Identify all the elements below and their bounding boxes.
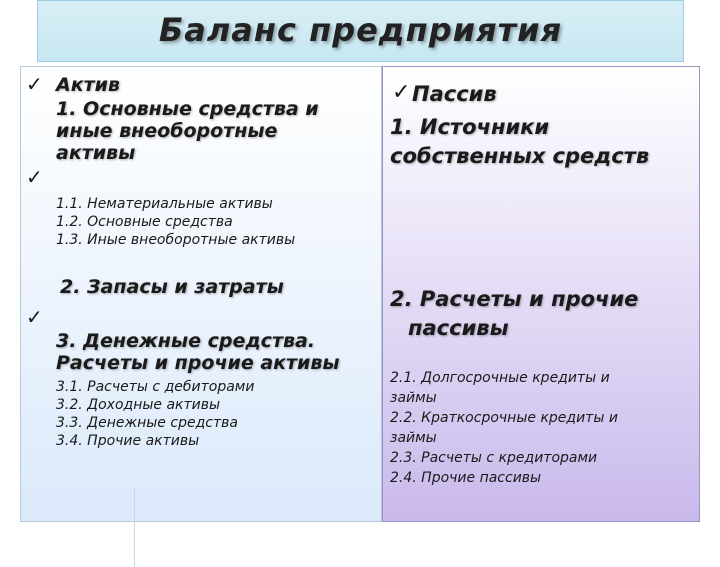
liability-subitem: 2.1. Долгосрочные кредиты и — [390, 370, 610, 386]
checkmark-icon: ✓ — [26, 165, 43, 189]
liability-subitem: 2.4. Прочие пассивы — [390, 470, 542, 486]
checkmark-icon: ✓ — [26, 305, 43, 329]
asset-subitem: 3.4. Прочие активы — [56, 433, 200, 449]
checkmark-icon: ✓ — [392, 80, 411, 105]
checkmark-icon: ✓ — [26, 72, 43, 96]
asset-subitem: 3.3. Денежные средства — [56, 415, 238, 431]
liability-subitem: 2.2. Краткосрочные кредиты и — [390, 410, 618, 426]
asset-item-3-line: Расчеты и прочие активы — [56, 352, 340, 374]
liability-item-1-line: собственных средств — [390, 144, 650, 168]
asset-subitem: 1.2. Основные средства — [56, 214, 233, 230]
asset-item-3-line: 3. Денежные средства. — [56, 330, 316, 352]
liability-item-1-line: 1. Источники — [390, 115, 550, 139]
liability-subitems-2 — [390, 368, 618, 488]
asset-subitem: 3.2. Доходные активы — [56, 397, 221, 413]
asset-item-3 — [56, 330, 340, 374]
liability-subitem: займы — [390, 390, 437, 406]
liability-subitem: 2.3. Расчеты с кредиторами — [390, 450, 598, 466]
asset-subitem: 1.1. Нематериальные активы — [56, 196, 273, 212]
liability-subitem: займы — [390, 430, 437, 446]
aktiv-header: Актив — [56, 74, 120, 96]
asset-item-1-line: активы — [56, 142, 136, 164]
asset-item-1-line: иные внеоборотные — [56, 120, 278, 142]
asset-subitems-1 — [56, 195, 295, 249]
divider-line — [134, 487, 135, 567]
asset-item-1 — [56, 98, 319, 164]
asset-item-1-line: 1. Основные средства и — [56, 98, 319, 120]
liability-item-2 — [390, 285, 638, 343]
asset-item-2: 2. Запасы и затраты — [60, 276, 284, 298]
title-banner — [37, 0, 684, 62]
passiv-header: Пассив — [412, 82, 497, 106]
asset-subitem: 1.3. Иные внеоборотные активы — [56, 232, 296, 248]
page-title: Баланс предприятия — [158, 11, 563, 49]
liability-item-2-line: 2. Расчеты и прочие — [390, 287, 639, 311]
liability-item-1 — [390, 113, 649, 171]
asset-subitem: 3.1. Расчеты с дебиторами — [56, 379, 255, 395]
asset-subitems-3 — [56, 378, 254, 450]
liability-item-2-line: пассивы — [408, 316, 509, 340]
